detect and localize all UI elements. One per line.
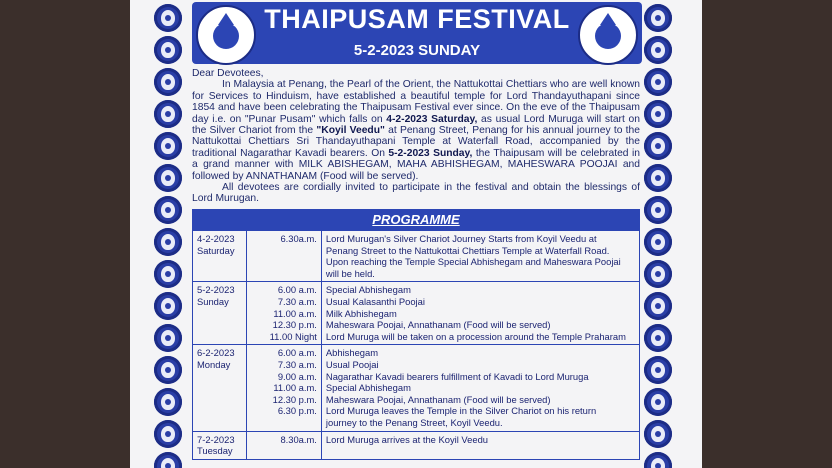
festival-title: THAIPUSAM FESTIVAL bbox=[264, 4, 570, 34]
murugan-medallion-icon bbox=[644, 388, 672, 416]
programme-row bbox=[193, 431, 640, 459]
programme-event: Special Abhishegam bbox=[325, 382, 411, 394]
lord-murugan-icon bbox=[578, 5, 638, 65]
programme-date: 6-2-2023 bbox=[197, 347, 235, 359]
programme-event: Nagarathar Kavadi bearers fulfillment of Kavadi to Lord Muruga bbox=[325, 370, 589, 382]
programme-time: 8.30a.m. bbox=[280, 433, 317, 445]
murugan-medallion-icon bbox=[154, 100, 182, 128]
programme-time: 11.00 Night bbox=[269, 330, 317, 342]
programme-time: 6.00 a.m. bbox=[277, 347, 317, 359]
murugan-medallion-icon bbox=[644, 68, 672, 96]
programme-time: 9.00 a.m. bbox=[277, 370, 317, 382]
letter-paragraph-1: In Malaysia at Penang, the Pearl of the Orient, the Nattukottai Chettiars who are well known for Services to Hinduism, have established a beautiful temple for Lord Thandayuthapani since 1854 and have been celebrating the Thaipusam Festival ever since. On the eve of the Thaipusam day i.e. on "Punar Pusam" which falls on 4-2-2023 Saturday, as usual Lord Muruga will start on the Silver Chariot from the "Koyil Veedu" at Penang Street, Penang for his annual journey to the Nattukottai Chettiars Sri Thandayuthapani Temple at Waterfall Road, accompanied by the traditional Nagarathar Kavadi bearers. On 5-2-2023 Sunday, the Thaipusam will be celebrated in a grand manner with MILK ABISHEGAM, MAHA ABHISHEGAM, MAHESWARA POOJAI and followed by ANNATHANAM (Food will be served). bbox=[192, 79, 640, 182]
programme-time-cell bbox=[246, 282, 321, 345]
left-border-medallions bbox=[154, 0, 184, 468]
programme-event: Penang Street to the Nattukottai Chettiars Temple at Waterfall Road. bbox=[325, 244, 610, 256]
murugan-medallion-icon bbox=[154, 196, 182, 224]
programme-time-cell bbox=[246, 231, 321, 282]
programme-time: 6.30a.m. bbox=[280, 233, 317, 244]
programme-section bbox=[192, 209, 640, 468]
programme-table bbox=[192, 230, 640, 460]
programme-event: Usual Kalasanthi Poojai bbox=[325, 295, 425, 307]
murugan-medallion-icon bbox=[154, 292, 182, 320]
programme-time: 12.30 p.m. bbox=[272, 319, 317, 331]
murugan-medallion-icon bbox=[644, 100, 672, 128]
programme-day: Saturday bbox=[197, 244, 235, 256]
programme-time: 7.30 a.m. bbox=[277, 295, 317, 307]
festival-date: 5-2-2023 SUNDAY bbox=[353, 42, 481, 59]
programme-time: 7.30 a.m. bbox=[277, 358, 317, 370]
programme-time: 11.00 a.m. bbox=[273, 382, 317, 394]
murugan-medallion-icon bbox=[154, 68, 182, 96]
programme-event: Lord Murugan's Silver Chariot Journey Starts from Koyil Veedu at bbox=[325, 233, 597, 244]
murugan-medallion-icon bbox=[154, 388, 182, 416]
murugan-medallion-icon bbox=[644, 164, 672, 192]
murugan-medallion-icon bbox=[644, 452, 672, 468]
invitation-letter bbox=[192, 68, 640, 205]
murugan-medallion-icon bbox=[154, 420, 182, 448]
murugan-medallion-icon bbox=[644, 36, 672, 64]
programme-row bbox=[193, 345, 640, 431]
programme-date: 5-2-2023 bbox=[197, 284, 235, 296]
programme-event: Usual Poojai bbox=[325, 358, 379, 370]
murugan-medallion-icon bbox=[644, 420, 672, 448]
programme-event: Maheswara Poojai, Annathanam (Food will be served) bbox=[325, 393, 551, 405]
letter-paragraph-2: All devotees are cordially invited to participate in the festival and obtain the blessings of Lord Murugan. bbox=[192, 182, 640, 205]
murugan-medallion-icon bbox=[644, 324, 672, 352]
programme-event: Special Abhishegam bbox=[325, 284, 411, 296]
programme-date-cell bbox=[193, 345, 247, 431]
programme-event-cell bbox=[321, 282, 639, 345]
programme-heading: PROGRAMME bbox=[192, 209, 640, 230]
programme-event: journey to the Penang Street, Koyil Veedu. bbox=[325, 416, 503, 428]
programme-date-cell bbox=[193, 282, 247, 345]
programme-event: Milk Abhishegam bbox=[325, 307, 397, 319]
murugan-medallion-icon bbox=[154, 356, 182, 384]
programme-event: Maheswara Poojai, Annathanam (Food will be served) bbox=[325, 319, 551, 331]
programme-event: Upon reaching the Temple Special Abhishegam and Maheswara Poojai bbox=[325, 256, 621, 268]
murugan-medallion-icon bbox=[644, 4, 672, 32]
programme-row bbox=[193, 231, 640, 282]
programme-time: 6.00 a.m. bbox=[277, 284, 317, 296]
right-border-medallions bbox=[644, 0, 674, 468]
programme-event: Abhishegam bbox=[325, 347, 379, 359]
murugan-medallion-icon bbox=[154, 324, 182, 352]
programme-time bbox=[251, 417, 317, 429]
murugan-medallion-icon bbox=[154, 132, 182, 160]
programme-time: 6.30 p.m. bbox=[277, 405, 317, 417]
programme-event: will be held. bbox=[325, 267, 375, 279]
programme-event-cell bbox=[321, 231, 639, 282]
programme-event-cell bbox=[321, 431, 639, 459]
programme-time: 11.00 a.m. bbox=[273, 307, 317, 319]
programme-day: Tuesday bbox=[197, 445, 233, 457]
programme-day: Sunday bbox=[197, 295, 229, 307]
murugan-medallion-icon bbox=[644, 356, 672, 384]
murugan-medallion-icon bbox=[644, 196, 672, 224]
programme-event: Lord Muruga will be taken on a procession around the Temple Praharam bbox=[325, 330, 626, 342]
programme-event: Lord Muruga arrives at the Koyil Veedu bbox=[325, 433, 488, 445]
programme-event: Lord Muruga leaves the Temple in the Silver Chariot on his return bbox=[325, 405, 597, 417]
programme-date-cell bbox=[193, 431, 247, 459]
title-banner bbox=[192, 2, 642, 64]
murugan-medallion-icon bbox=[644, 228, 672, 256]
murugan-medallion-icon bbox=[154, 36, 182, 64]
programme-time-cell bbox=[246, 431, 321, 459]
murugan-medallion-icon bbox=[154, 228, 182, 256]
programme-day: Monday bbox=[197, 358, 231, 370]
murugan-medallion-icon bbox=[154, 452, 182, 468]
programme-event-cell bbox=[321, 345, 639, 431]
programme-row bbox=[193, 282, 640, 345]
murugan-medallion-icon bbox=[644, 292, 672, 320]
murugan-medallion-icon bbox=[154, 164, 182, 192]
letter-greeting: Dear Devotees, bbox=[192, 68, 264, 79]
programme-date: 4-2-2023 bbox=[197, 233, 235, 244]
murugan-medallion-icon bbox=[154, 260, 182, 288]
programme-date-cell bbox=[193, 231, 247, 282]
murugan-medallion-icon bbox=[644, 260, 672, 288]
programme-date: 7-2-2023 bbox=[197, 433, 235, 445]
programme-time-cell bbox=[246, 345, 321, 431]
programme-time: 12.30 p.m. bbox=[272, 393, 317, 405]
festival-notice bbox=[130, 0, 702, 468]
murugan-medallion-icon bbox=[644, 132, 672, 160]
murugan-medallion-icon bbox=[154, 4, 182, 32]
